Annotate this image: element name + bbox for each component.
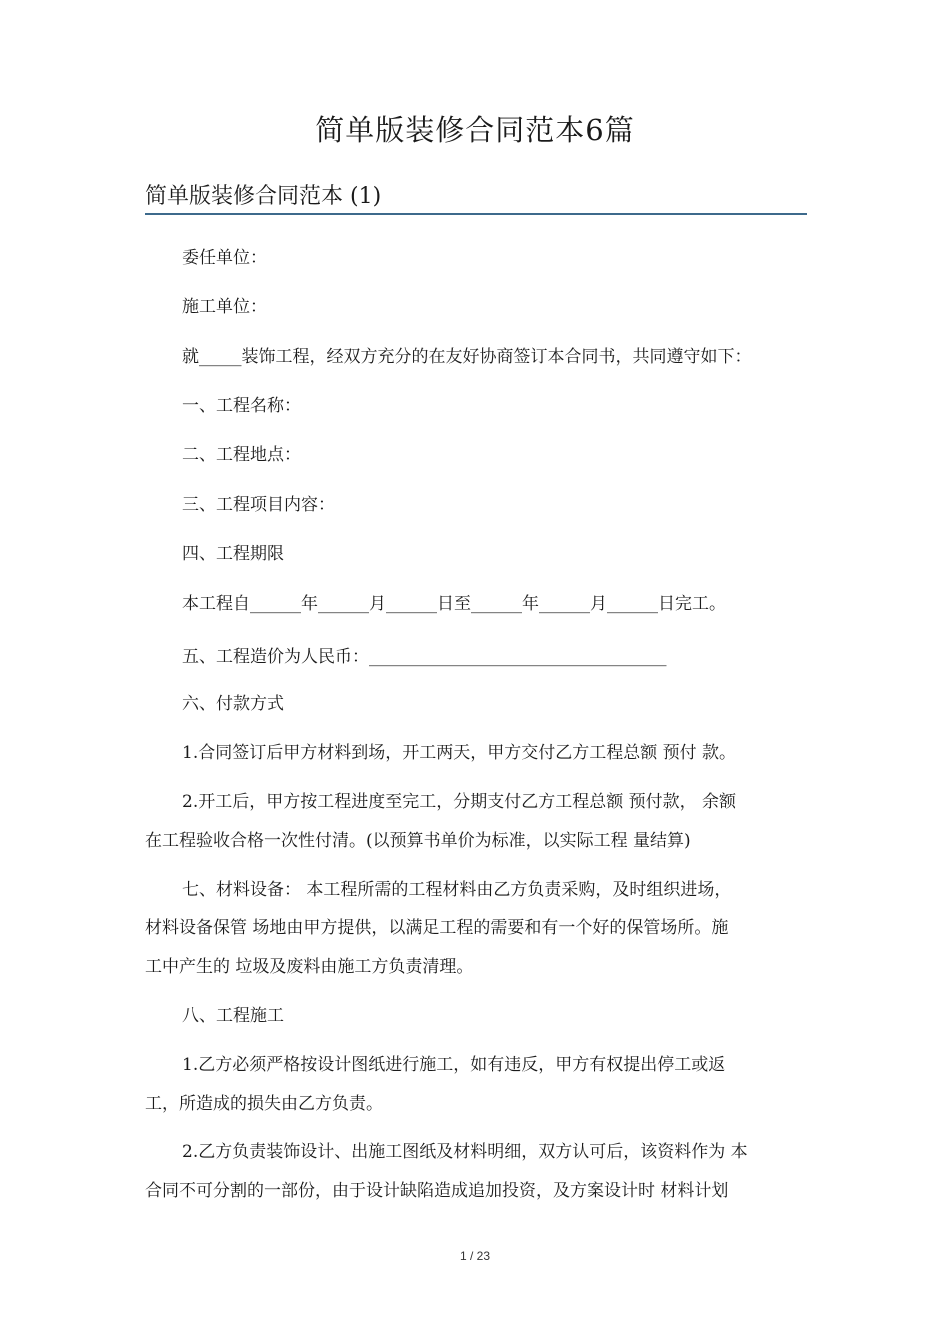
paragraph-line: 2.乙方负责装饰设计、出施工图纸及材料明细，双方认可后，该资料作为 本 <box>182 1142 748 1162</box>
paragraph-line: 工，所造成的损失由乙方负责。 <box>145 1094 383 1114</box>
paragraph-line: 本工程自______年______月______日至______年______月______日完工。 <box>182 594 726 614</box>
contract-body <box>145 240 807 1220</box>
paragraph-line: 1.乙方必须严格按设计图纸进行施工，如有违反，甲方有权提出停工或返 <box>182 1055 726 1075</box>
paragraph-line: 八、工程施工 <box>182 1006 284 1026</box>
paragraph-line: 材料设备保管 场地由甲方提供，以满足工程的需要和有一个好的保管场所。施 <box>145 918 729 938</box>
section-heading-underline <box>145 213 807 215</box>
paragraph-line: 二、工程地点： <box>182 445 301 465</box>
paragraph-line: 六、付款方式 <box>182 694 284 714</box>
paragraph-line: 委任单位： <box>182 248 267 268</box>
page-number: 1 / 23 <box>459 1249 491 1263</box>
paragraph-line: 在工程验收合格一次性付清。(以预算书单价为标准，以实际工程 量结算) <box>145 831 691 851</box>
paragraph-line: 合同不可分割的一部份，由于设计缺陷造成追加投资，及方案设计时 材料计划 <box>145 1181 729 1201</box>
paragraph-line: 三、工程项目内容： <box>182 495 335 515</box>
paragraph-line: 就_____装饰工程，经双方充分的在友好协商签订本合同书，共同遵守如下： <box>182 347 752 367</box>
section-heading: 简单版装修合同范本 (1) <box>145 184 382 209</box>
document-title: 简单版装修合同范本6篇 <box>315 113 635 147</box>
paragraph-line: 一、工程名称： <box>182 396 301 416</box>
paragraph-line: 工中产生的 垃圾及废料由施工方负责清理。 <box>145 957 474 977</box>
paragraph-line: 四、工程期限 <box>182 544 284 564</box>
paragraph-line: 2.开工后，甲方按工程进度至完工，分期支付乙方工程总额 预付款， 余额 <box>182 792 737 812</box>
paragraph-line: 五、工程造价为人民币：___________________________________ <box>182 647 667 667</box>
paragraph-line: 1.合同签订后甲方材料到场，开工两天，甲方交付乙方工程总额 预付 款。 <box>182 743 737 763</box>
paragraph-line: 七、材料设备： 本工程所需的工程材料由乙方负责采购，及时组织进场， <box>182 880 732 900</box>
paragraph-line: 施工单位： <box>182 297 267 317</box>
